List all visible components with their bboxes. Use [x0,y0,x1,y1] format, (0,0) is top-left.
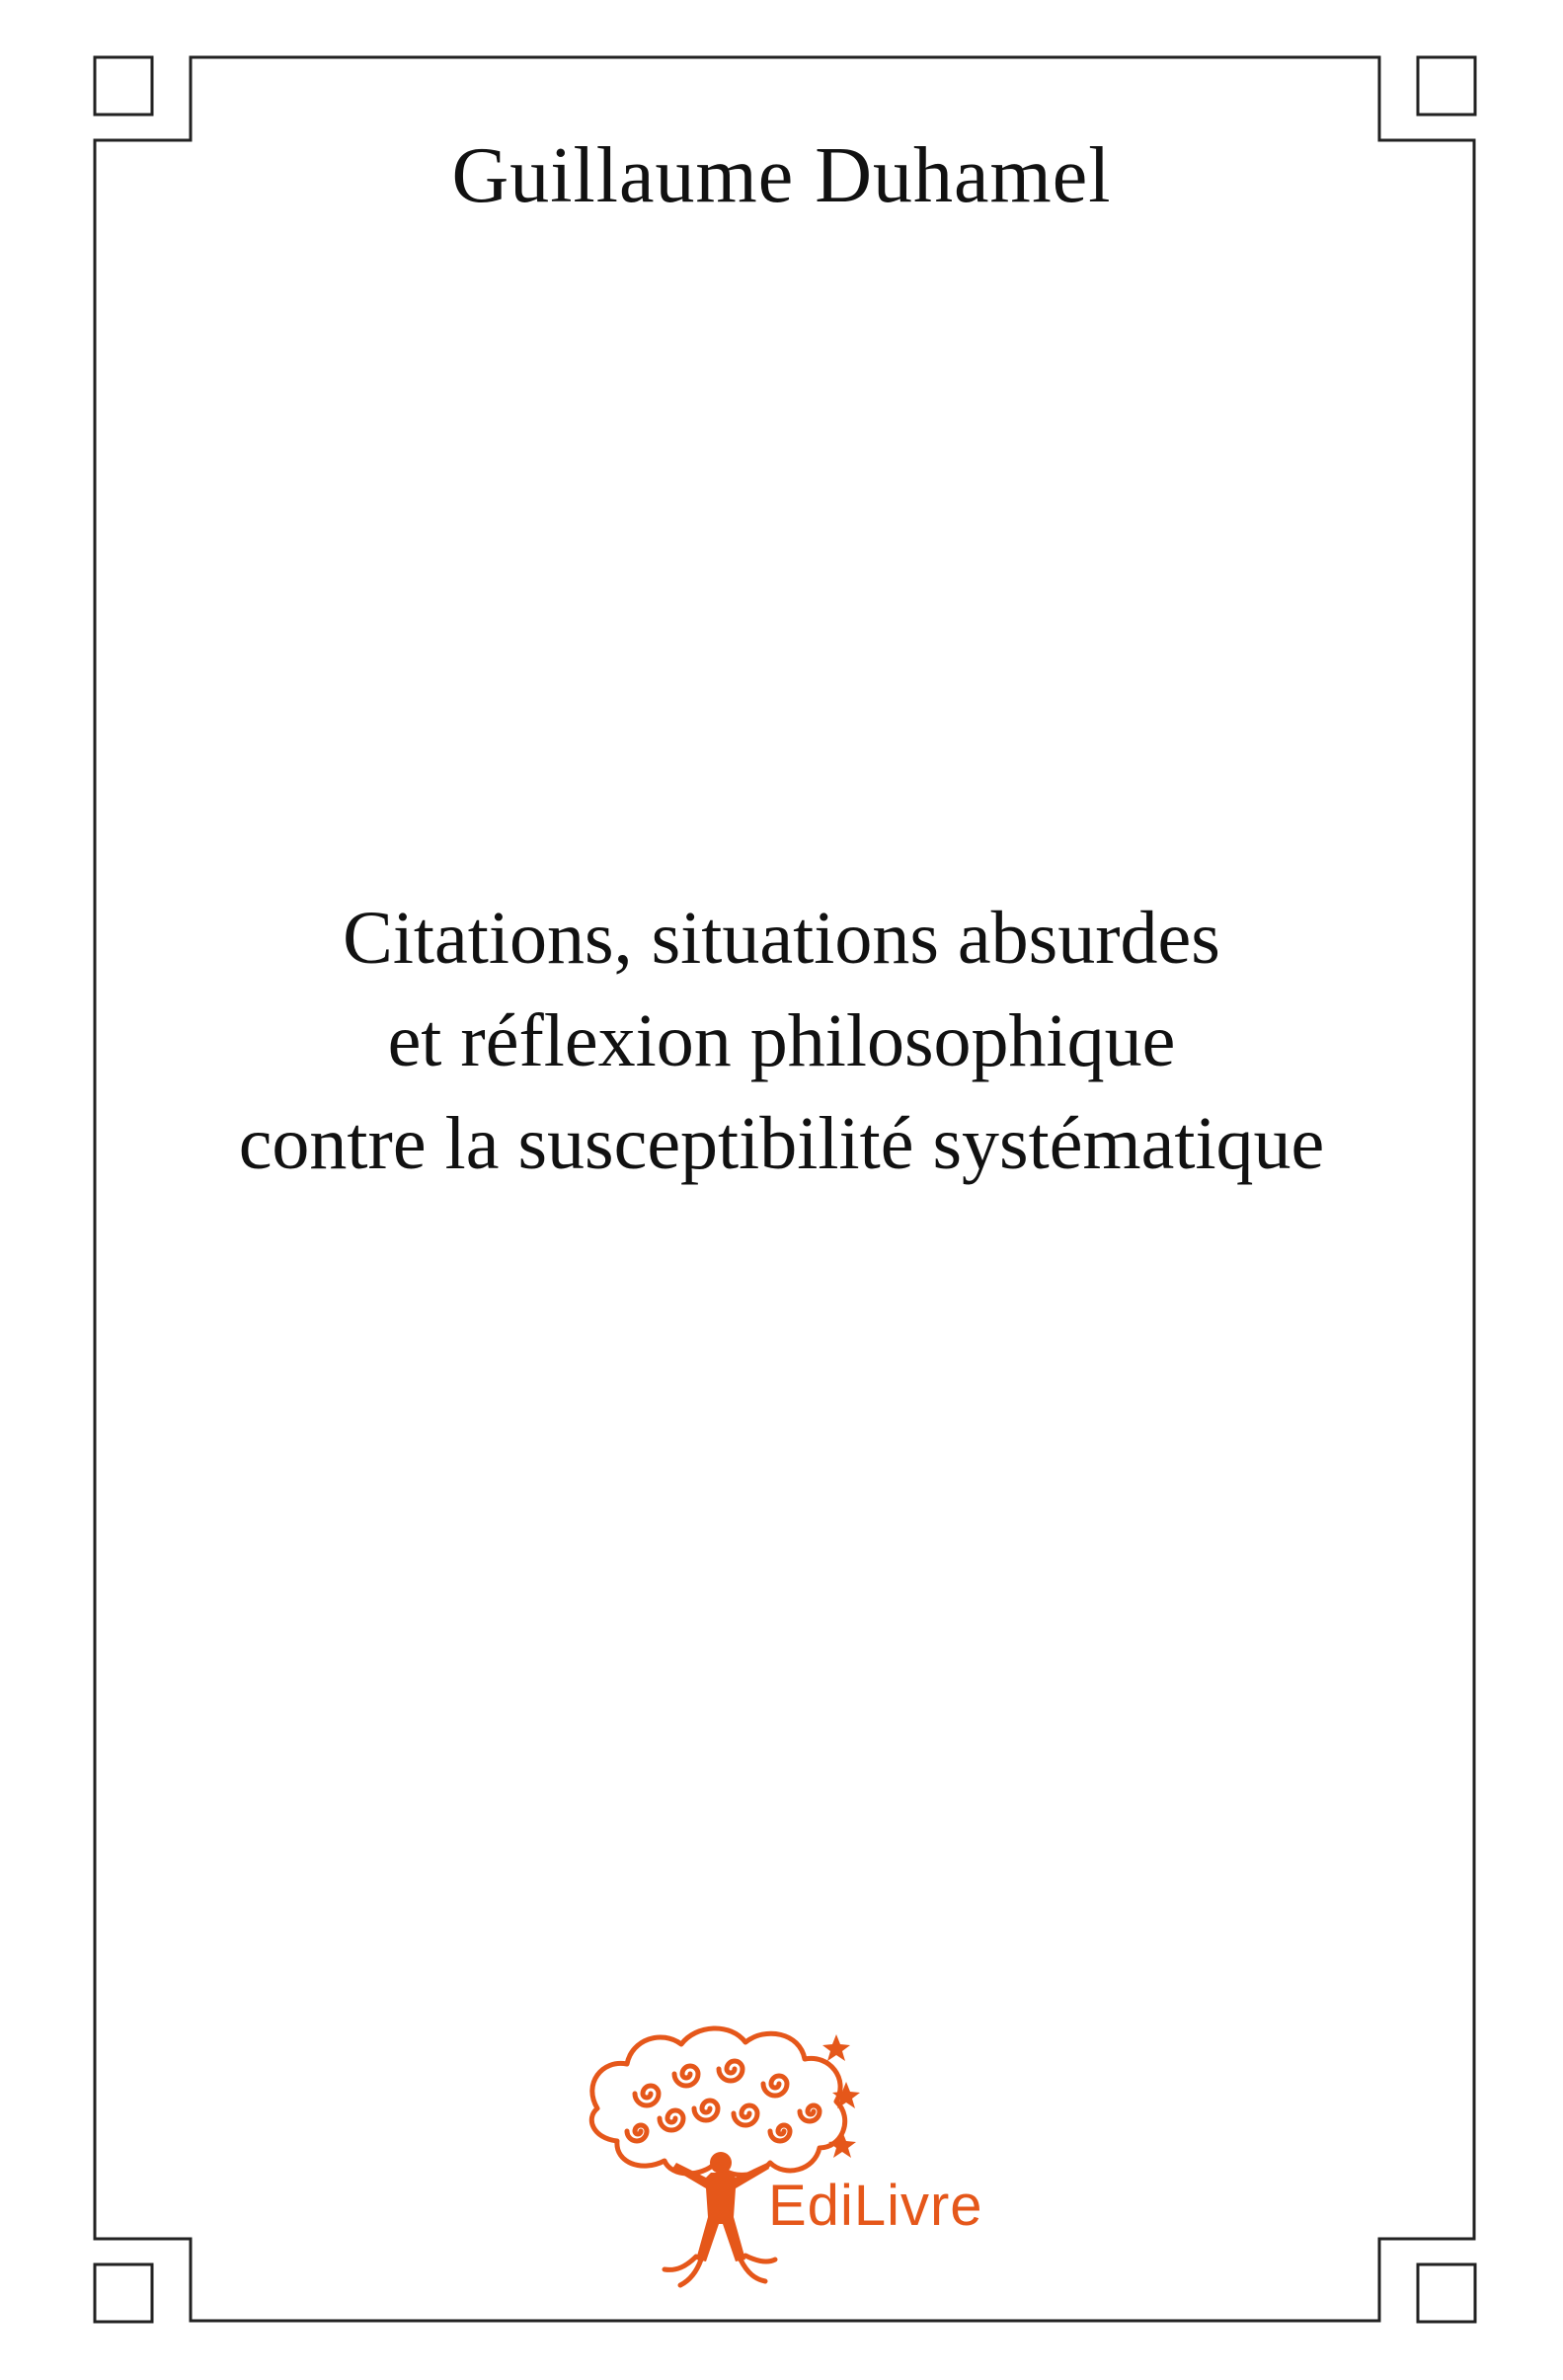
star-icon [822,2034,860,2158]
corner-square-top-left [95,57,152,115]
tree-person-icon [578,2015,1002,2291]
publisher-logo-text: EdiLivre [768,2174,983,2238]
title-line: contre la susceptibilité systématique [238,1102,1325,1185]
corner-square-bottom-left [95,2264,152,2322]
title-line: et réflexion philosophique [387,999,1176,1082]
book-title [118,887,1445,1195]
title-line: Citations, situations absurdes [343,897,1220,980]
corner-square-top-right [1418,57,1475,115]
author-name: Guillaume Duhamel [451,132,1112,219]
corner-square-bottom-right [1418,2264,1475,2322]
